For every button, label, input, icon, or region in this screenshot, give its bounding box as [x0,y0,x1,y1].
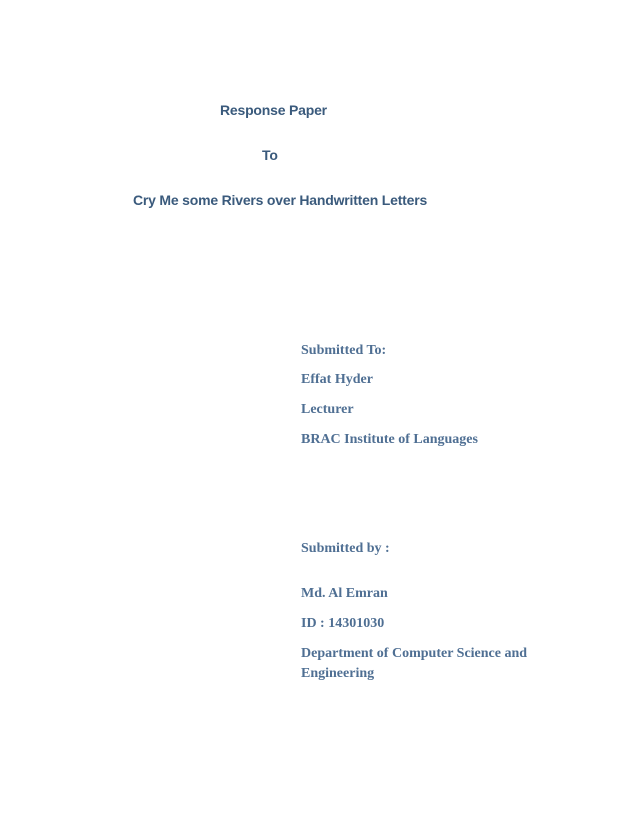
submitted-by-name: Md. Al Emran [301,586,388,601]
submitted-by-label: Submitted by : [301,541,390,556]
submitted-to-label: Submitted To: [301,343,387,358]
submitted-to-institution: BRAC Institute of Languages [301,432,478,447]
submitted-by-department-line1: Department of Computer Science and [301,646,528,661]
submitted-to-designation: Lecturer [301,402,354,417]
submitted-to-name: Effat Hyder [301,372,373,387]
submitted-by-id: ID : 14301030 [301,616,385,631]
title-paper-name: Cry Me some Rivers over Handwritten Letters [133,192,428,208]
submitted-by-department-line2: Engineering [301,666,375,681]
title-response-paper: Response Paper [220,102,327,118]
title-to: To [262,147,278,163]
